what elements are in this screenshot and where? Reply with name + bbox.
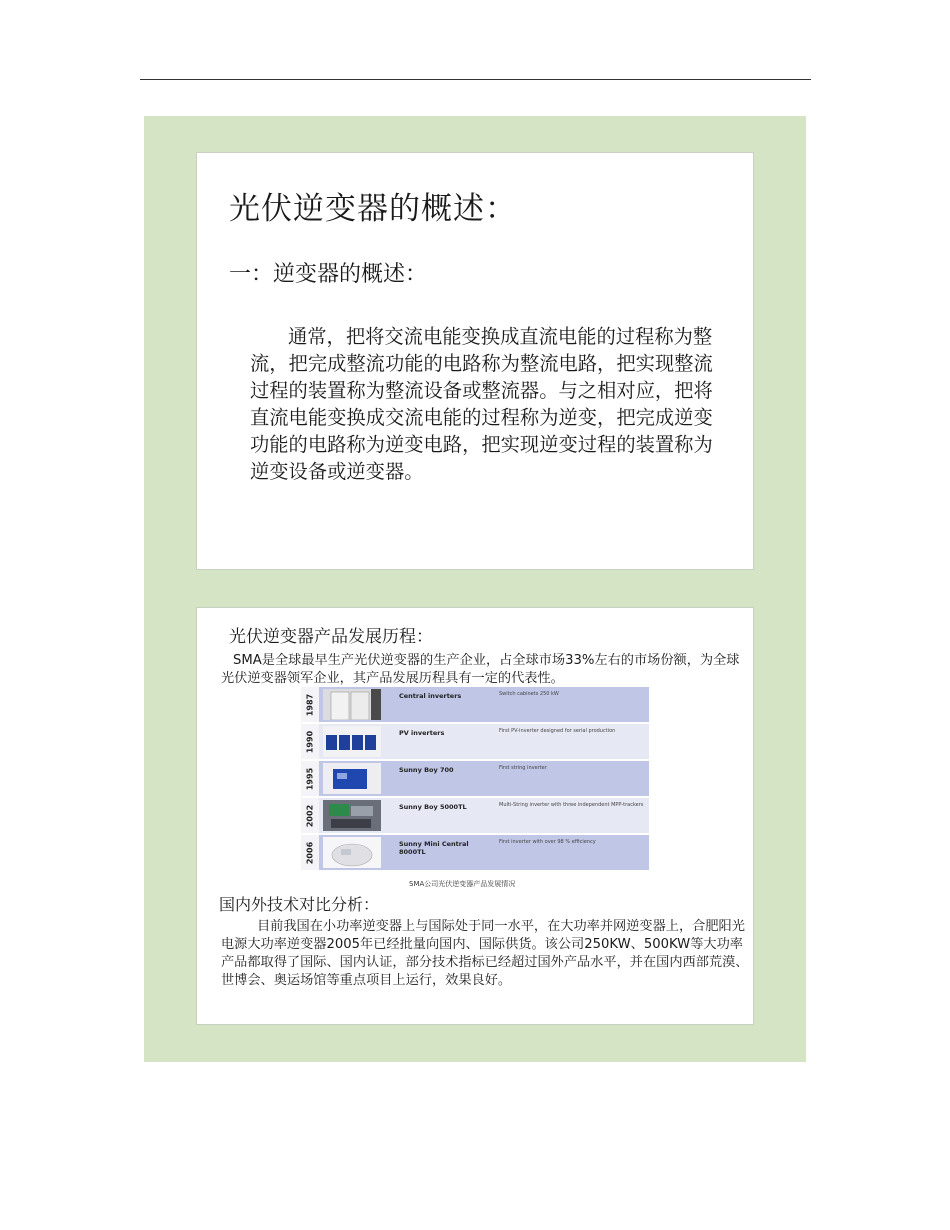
comparison-paragraph: 目前我国在小功率逆变器上与国际处于同一水平，在大功率并网逆变器上，合肥阳光电源大功率逆变器2005年已经批量向国内、国际供货。该公司250KW、500KW等大功率产品都取得了国际、国内认证，部分技术指标已经超过国外产品水平，并在国内西部荒漠、世博会、奥运场馆等重点项目上运行，效果良好。 — [221, 919, 749, 988]
pv-inverters-photo — [323, 726, 381, 757]
slide-product-history — [196, 607, 754, 1025]
sma-product-timeline — [301, 687, 649, 871]
timeline-row — [301, 761, 649, 796]
central-inverter-photo — [323, 689, 381, 720]
overview-paragraph: 通常，把将交流电能变换成直流电能的过程称为整流，把完成整流功能的电路称为整流电路，把实现整流过程的装置称为整流设备或整流器。与之相对应，把将直流电能变换成交流电能的过程称为逆变，把完成逆变功能的电路称为逆变电路，把实现逆变过程的装置称为逆变设备或逆变器。 — [250, 325, 713, 483]
header-rule — [140, 79, 811, 80]
sunny-boy-5000tl-photo — [323, 800, 381, 831]
slide-inverter-overview — [196, 152, 754, 570]
section-heading: 一：逆变器的概述： — [229, 262, 428, 287]
timeline-product-desc: Switch cabinets 250 kW — [499, 691, 559, 697]
timeline-year: 2006 — [305, 841, 315, 864]
timeline-product-name: Sunny Mini Central 8000TL — [399, 840, 469, 856]
section-heading: 国内外技术对比分析： — [219, 895, 380, 914]
timeline-row — [301, 687, 649, 722]
timeline-row — [301, 798, 649, 833]
sma-intro-paragraph: SMA是全球最早生产光伏逆变器的生产企业，占全球市场33%左右的市场份额，为全球光伏逆变器领军企业，其产品发展历程具有一定的代表性。 — [221, 653, 740, 686]
sunny-boy-700-photo — [323, 763, 381, 794]
timeline-product-name: Sunny Boy 5000TL — [399, 803, 467, 811]
timeline-product-desc: Multi-String inverter with three independent MPP-trackers — [499, 802, 644, 808]
timeline-row — [301, 724, 649, 759]
timeline-year: 1995 — [305, 767, 315, 790]
timeline-product-desc: First string inverter — [499, 765, 547, 771]
timeline-product-desc: First PV-inverter designed for serial production — [499, 728, 616, 734]
timeline-product-name: Sunny Boy 700 — [399, 766, 454, 774]
timeline-year: 1987 — [305, 693, 315, 716]
sunny-mini-central-photo — [323, 837, 381, 868]
slide-title: 光伏逆变器产品发展历程： — [229, 627, 433, 647]
timeline-caption: SMA公司光伏逆变器产品发展情况 — [409, 880, 516, 888]
timeline-product-desc: First inverter with over 98 % efficiency — [499, 839, 596, 845]
slide-title: 光伏逆变器的概述： — [229, 191, 517, 227]
timeline-product-name: PV inverters — [399, 729, 445, 737]
timeline-product-name: Central inverters — [399, 692, 462, 700]
timeline-year: 1990 — [305, 730, 315, 753]
timeline-row — [301, 835, 649, 870]
timeline-year: 2002 — [305, 804, 315, 827]
